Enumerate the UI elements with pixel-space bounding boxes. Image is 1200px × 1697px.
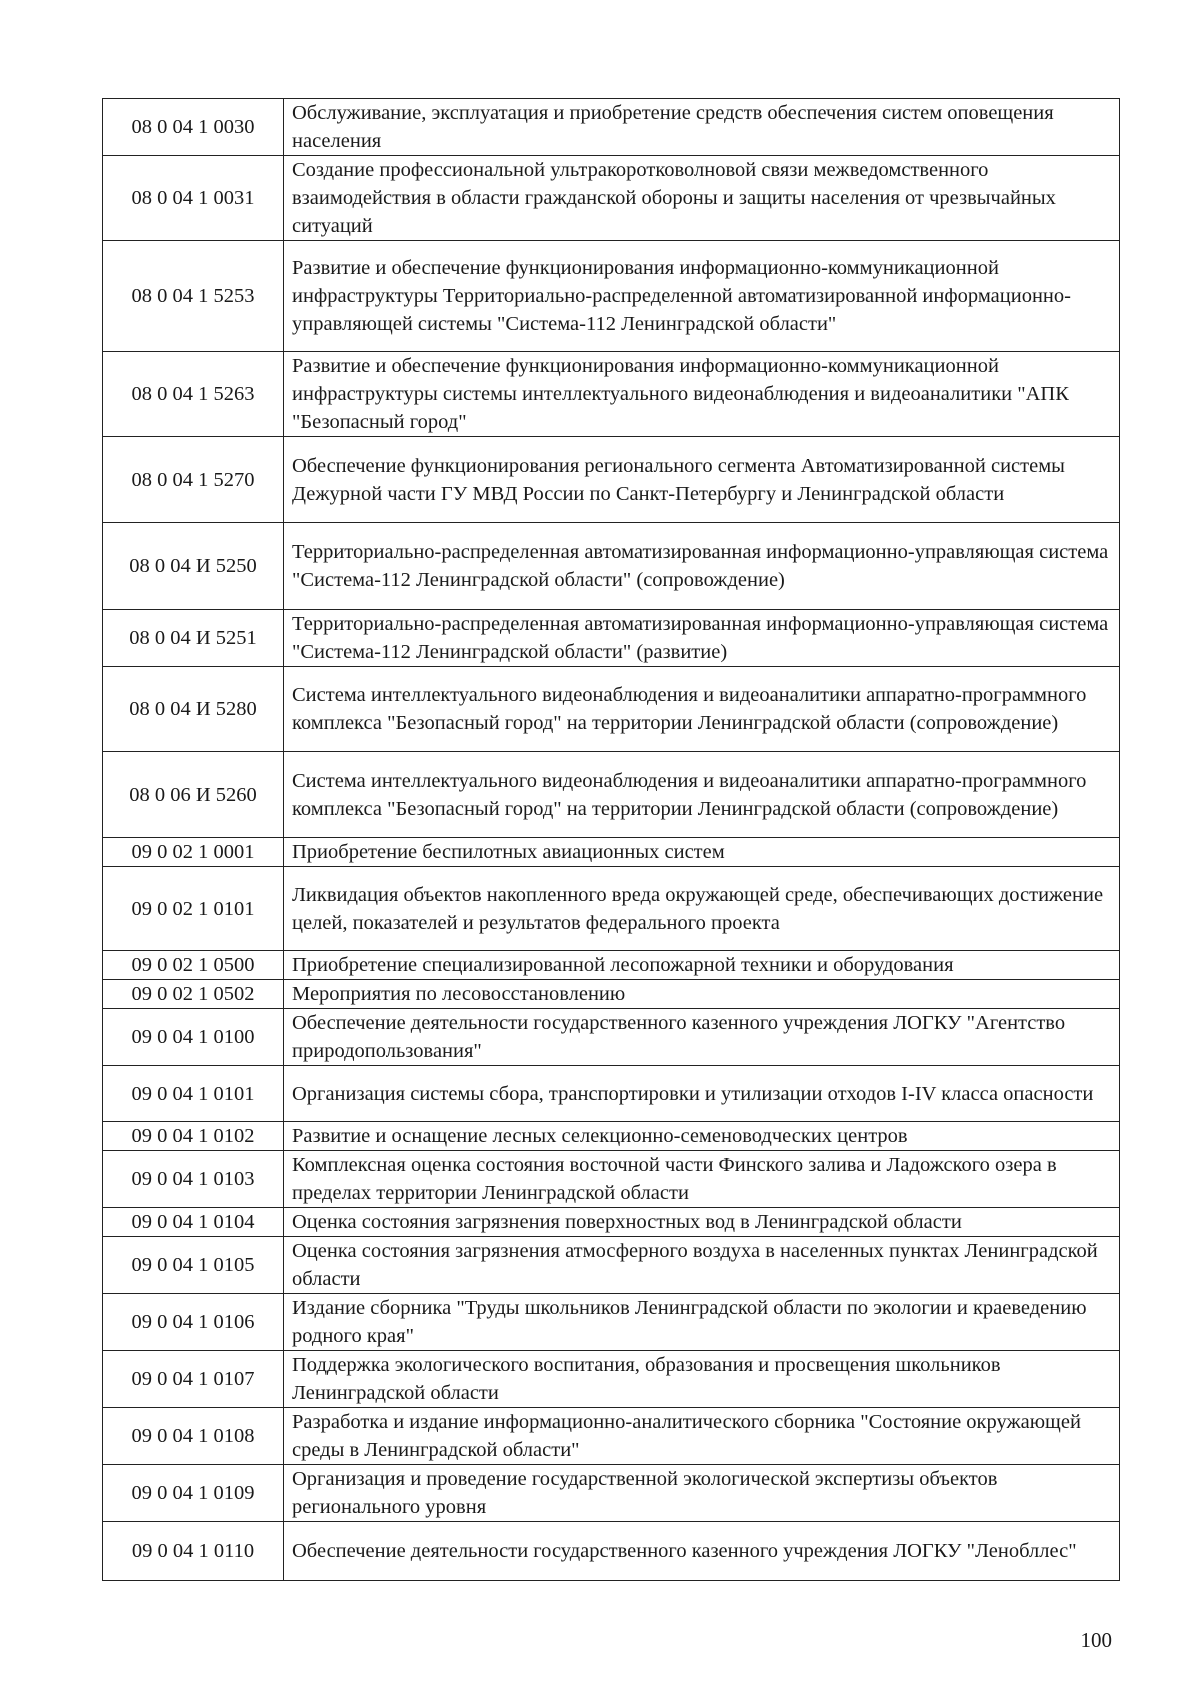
table-row (103, 838, 1120, 867)
row-code: 09 0 02 1 0001 (103, 838, 284, 867)
row-name: Организация системы сбора, транспортировки и утилизации отходов I-IV класса опасности (284, 1066, 1120, 1122)
table-row (103, 951, 1120, 980)
table-row (103, 1351, 1120, 1408)
row-name: Ликвидация объектов накопленного вреда окружающей среде, обеспечивающих достижение целей, показателей и результатов федерального проекта (284, 867, 1120, 951)
row-code: 09 0 02 1 0500 (103, 951, 284, 980)
row-name: Территориально-распределенная автоматизированная информационно-управляющая система "Система-112 Ленинградской области" (сопровождение) (284, 523, 1120, 610)
row-code: 09 0 04 1 0103 (103, 1151, 284, 1208)
row-code: 08 0 04 И 5280 (103, 667, 284, 752)
table-row (103, 980, 1120, 1009)
row-code: 09 0 04 1 0104 (103, 1208, 284, 1237)
table-row (103, 523, 1120, 610)
table-row (103, 1151, 1120, 1208)
table-row (103, 867, 1120, 951)
budget-codes-table (102, 98, 1120, 1581)
row-code: 08 0 04 1 0030 (103, 99, 284, 156)
table-row (103, 1009, 1120, 1066)
table-row (103, 1122, 1120, 1151)
row-name: Обслуживание, эксплуатация и приобретение средств обеспечения систем оповещения населения (284, 99, 1120, 156)
row-code: 08 0 04 И 5250 (103, 523, 284, 610)
table-row (103, 1522, 1120, 1581)
table-row (103, 352, 1120, 437)
table-row (103, 1066, 1120, 1122)
table-row (103, 610, 1120, 667)
row-name: Обеспечение деятельности государственного казенного учреждения ЛОГКУ "Ленобллес" (284, 1522, 1120, 1581)
row-code: 08 0 04 1 5263 (103, 352, 284, 437)
row-name: Система интеллектуального видеонаблюдения и видеоаналитики аппаратно-программного комплекса "Безопасный город" на территории Ленинградской области (сопровождение) (284, 752, 1120, 838)
row-name: Обеспечение функционирования регионального сегмента Автоматизированной системы Дежурной части ГУ МВД России по Санкт-Петербургу и Ленинградской области (284, 437, 1120, 523)
row-name: Система интеллектуального видеонаблюдения и видеоаналитики аппаратно-программного комплекса "Безопасный город" на территории Ленинградской области (сопровождение) (284, 667, 1120, 752)
table-row (103, 1294, 1120, 1351)
row-code: 09 0 04 1 0106 (103, 1294, 284, 1351)
table-row (103, 241, 1120, 352)
row-code: 09 0 04 1 0110 (103, 1522, 284, 1581)
row-name: Поддержка экологического воспитания, образования и просвещения школьников Ленинградской области (284, 1351, 1120, 1408)
row-code: 09 0 04 1 0107 (103, 1351, 284, 1408)
row-name: Организация и проведение государственной экологической экспертизы объектов регионального уровня (284, 1465, 1120, 1522)
row-code: 08 0 04 1 5270 (103, 437, 284, 523)
row-name: Оценка состояния загрязнения атмосферного воздуха в населенных пунктах Ленинградской области (284, 1237, 1120, 1294)
page-number: 100 (1080, 1628, 1112, 1652)
row-name: Оценка состояния загрязнения поверхностных вод в Ленинградской области (284, 1208, 1120, 1237)
row-name: Развитие и обеспечение функционирования информационно-коммуникационной инфраструктуры Территориально-распределенной автоматизированной информационно-управляющей системы "Система-112 Ленинградской области" (284, 241, 1120, 352)
table-row (103, 156, 1120, 241)
row-name: Разработка и издание информационно-аналитического сборника "Состояние окружающей среды в Ленинградской области" (284, 1408, 1120, 1465)
row-name: Создание профессиональной ультракоротковолновой связи межведомственного взаимодействия в области гражданской обороны и защиты населения от чрезвычайных ситуаций (284, 156, 1120, 241)
table-row (103, 1465, 1120, 1522)
row-code: 09 0 04 1 0102 (103, 1122, 284, 1151)
table-row (103, 752, 1120, 838)
row-code: 08 0 06 И 5260 (103, 752, 284, 838)
table-row (103, 1208, 1120, 1237)
row-name: Обеспечение деятельности государственного казенного учреждения ЛОГКУ "Агентство природопользования" (284, 1009, 1120, 1066)
row-code: 09 0 02 1 0502 (103, 980, 284, 1009)
row-name: Развитие и обеспечение функционирования информационно-коммуникационной инфраструктуры системы интеллектуального видеонаблюдения и видеоаналитики "АПК "Безопасный город" (284, 352, 1120, 437)
row-code: 09 0 02 1 0101 (103, 867, 284, 951)
row-name: Территориально-распределенная автоматизированная информационно-управляющая система "Система-112 Ленинградской области" (развитие) (284, 610, 1120, 667)
row-name: Приобретение беспилотных авиационных систем (284, 838, 1120, 867)
row-name: Мероприятия по лесовосстановлению (284, 980, 1120, 1009)
row-name: Комплексная оценка состояния восточной части Финского залива и Ладожского озера в пределах территории Ленинградской области (284, 1151, 1120, 1208)
table-body (103, 99, 1120, 1581)
table-row (103, 667, 1120, 752)
row-code: 09 0 04 1 0100 (103, 1009, 284, 1066)
table-row (103, 1237, 1120, 1294)
table-row (103, 1408, 1120, 1465)
row-code: 09 0 04 1 0101 (103, 1066, 284, 1122)
table-row (103, 437, 1120, 523)
row-code: 09 0 04 1 0108 (103, 1408, 284, 1465)
row-code: 09 0 04 1 0105 (103, 1237, 284, 1294)
table-row (103, 99, 1120, 156)
row-code: 08 0 04 1 5253 (103, 241, 284, 352)
row-code: 08 0 04 1 0031 (103, 156, 284, 241)
row-name: Издание сборника "Труды школьников Ленинградской области по экологии и краеведению родного края" (284, 1294, 1120, 1351)
row-code: 09 0 04 1 0109 (103, 1465, 284, 1522)
row-code: 08 0 04 И 5251 (103, 610, 284, 667)
row-name: Приобретение специализированной лесопожарной техники и оборудования (284, 951, 1120, 980)
row-name: Развитие и оснащение лесных селекционно-семеноводческих центров (284, 1122, 1120, 1151)
